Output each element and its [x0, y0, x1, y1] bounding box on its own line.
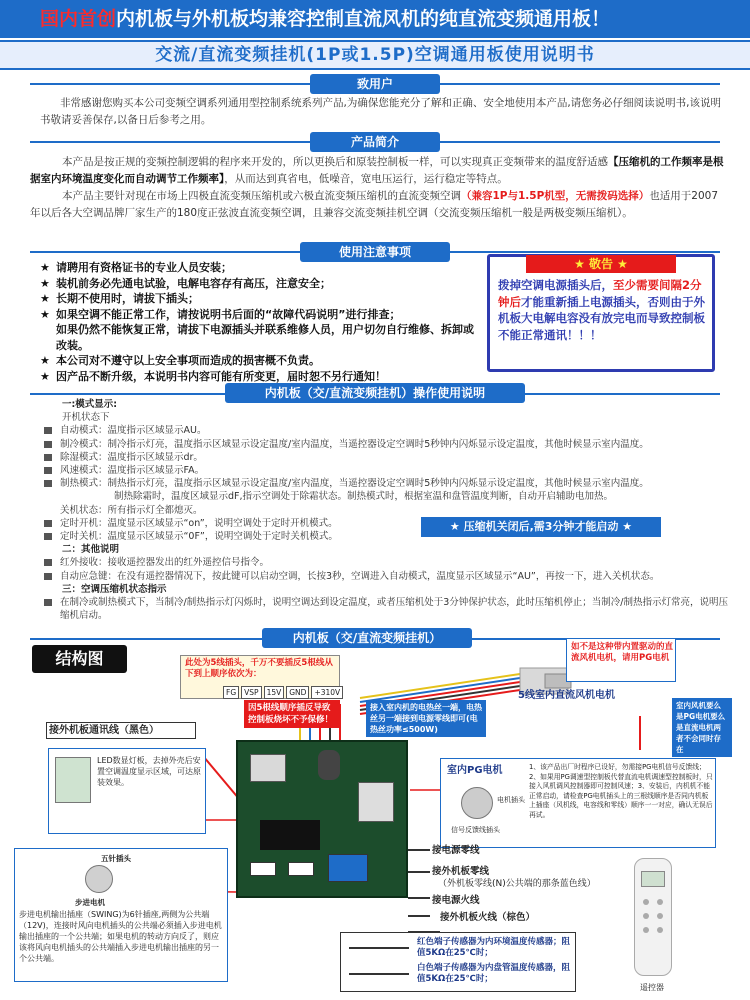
note-item: ★ 长期不使用时，请拔下插头； — [40, 292, 199, 305]
swing-motor-box — [14, 848, 228, 982]
section-header-product: 产品简介 — [310, 132, 440, 152]
mode-instructions — [44, 398, 734, 622]
mode-heading-2: 二：其他说明 — [62, 544, 120, 556]
mode-item: 在制冷或制热模式下，当制冷/制热指示灯闪烁时，说明空调达到设定温度，或者压缩机处于3分钟保护状态，此时压缩机停止；当制冷/制热指示灯常亮，说明压缩机启动。 — [44, 596, 734, 622]
sensor-white-note: 白色端子传感器为内盘管温度传感器，阻值5KΩ在25℃时； — [417, 963, 571, 984]
stepper-label: 步进电机 — [75, 898, 105, 907]
chip — [260, 820, 320, 850]
note-item: 如果仍然不能恢复正常，请拔下电源插头并联系维修人员，用户切勿自行维修、拆卸或改装。 — [56, 323, 474, 352]
plug-note: 此处为5线插头，千万不要插反5根线从下到上顺序依次为： — [185, 658, 333, 679]
mode-item: 定时关机：温度显示区域显示“0F”，说明空调处于定时关机模式。 — [44, 530, 734, 543]
mode-item: 自动应急键：在没有遥控器情况下，按此键可以启动空调，长按3秒，空调进入自动模式，温度显示区域显示“AU”，再按一下，进入关机状态。 — [44, 570, 734, 583]
product-paragraph — [30, 154, 725, 222]
pin-label: FG — [223, 686, 239, 699]
section-header-notes: 使用注意事项 — [300, 242, 450, 262]
connector — [250, 862, 276, 876]
capacitor — [318, 750, 340, 780]
pin-label: 15V — [264, 686, 285, 699]
led-board-note: LED数显灯板，去掉外壳后安置空调温度显示区域，可达原装效果。 — [97, 756, 201, 787]
product-p2b: （兼容1P与1.5P机型，无需拨码选择） — [461, 190, 650, 202]
mode-heat-extra: 制热除霜时，温度区域显示dF,指示空调处于除霜状态。制热模式时，根据室温和盘管温度判断，自动开启辅助电加热。 — [114, 491, 614, 503]
pg-motor-title: 室内PG电机 — [447, 765, 503, 776]
mode-item: 制冷模式：制冷指示灯亮，温度指示区域显示设定温度/室内温度，当遥控器设定空调时5秒钟内闪烁显示设定温度，其他时候显示室内温度。 — [44, 438, 734, 451]
swing-note: 步进电机输出插座（SWING)为6针插座,两侧为公共端（12V)，连接时风向电机插头的公共端必须插入步进电机输出插座的一个公共端；如果电机的转动方向反了，则应该将风向电机插头的公共端插入步进电机输出插座的另一个公共端。 — [19, 910, 222, 963]
section-header-intro: 致用户 — [310, 74, 440, 94]
reverse-warning: 因5根线顺序插反导致控制板烧坏不予保修！ — [244, 700, 340, 728]
pg-motor-box — [440, 758, 716, 848]
swing-plug-label: 五针插头 — [101, 854, 131, 863]
outer-live-label: 接外机板火线（棕色） — [440, 912, 536, 923]
star-icon: ★ — [40, 354, 50, 367]
banner-highlight: 国内首创 — [40, 8, 117, 30]
star-icon: ★ — [40, 307, 50, 321]
terminal-block — [328, 854, 368, 882]
sensor-wire — [349, 947, 409, 949]
mode-item: 制热模式：制热指示灯亮，温度指示区域显示设定温度/室内温度，当遥控器设定空调时5秒钟内闪烁显示设定温度，其他时候显示室内温度。 — [44, 477, 734, 490]
power-neutral-label: 接电源零线 — [432, 845, 480, 856]
compressor-note: ★ 压缩机关闭后,需3分钟才能启动 ★ — [421, 517, 661, 537]
stepper-motor-image — [85, 865, 113, 893]
pin-labels — [223, 686, 343, 699]
manual-title: 交流/直流变频挂机(1P或1.5P)空调通用板使用说明书 — [0, 40, 750, 70]
led-board-image — [55, 757, 91, 803]
pg-motor-image — [461, 787, 493, 819]
led-board-box — [48, 748, 206, 834]
heater-note: 接入室内机的电热丝一端，电热丝另一端接到电源零线即可(电热丝功率≤500W) — [366, 700, 486, 737]
product-p2a: 本产品主要针对现在市场上四极直流变频压缩机或六极直流变频压缩机的直流变频空调 — [62, 190, 461, 202]
outer-neutral-label: 接外机板零线 — [432, 866, 490, 877]
section-header-structure: 内机板（交/直流变频挂机） — [262, 628, 472, 648]
dc-motor-question-text: 如不是这种带内置驱动的直流风机电机，请用PG电机 — [571, 642, 674, 663]
remote-label: 遥控器 — [640, 983, 664, 992]
note-item: ★ 请聘用有资格证书的专业人员安装； — [40, 261, 232, 274]
warning-body: 拨掉空调电源插头后，至少需要间隔2分钟后才能重新插上电源插头，否则由于外机板大电解电容没有放完电而导致控制板不能正常通讯！！！ — [498, 278, 705, 342]
mode-item: 风速模式：温度指示区域显示FA。 — [44, 464, 734, 477]
pg-notes: 1、该产品出厂时程序已设好，勿需接PG电机信号反馈线；2、如果用PG调速型控制板代替直流电机调速型控制板时，只接入风机调风控制器即可控制风速；3、安装后，内机机不能正常启动，请检查PG电机插头上的三根线顺序是否同内机板上插座（风机线，电容线和零线）顺序一一对应，确认无误后再试。 — [529, 763, 713, 819]
mode-item: 红外接收：接收遥控器发出的红外遥控信号指令。 — [44, 556, 734, 569]
notes-list — [40, 260, 480, 384]
outer-neutral-note: （外机板零线(N)公共端的那条蓝色线） — [438, 879, 596, 889]
pin-label: GND — [286, 686, 309, 699]
note-item: ★ 如果空调不能正常工作，请按说明书后面的“故障代码说明”进行排查； — [40, 307, 401, 321]
remote-screen — [641, 871, 665, 887]
mode-item: 自动模式：温度指示区域显示AU。 — [44, 424, 734, 437]
product-p1c: ，从而达到真省电，低噪音，宽电压运行，运行稳定等特点。 — [224, 173, 508, 185]
relay — [358, 782, 394, 822]
banner-text: 内机板与外机板均兼容控制直流风机的纯直流变频通用板！ — [116, 8, 611, 30]
product-p2c: 也适用于2007年以后各大空调品牌厂家生产的180度正弦波直流变频空调，且兼容交流变频挂机空调（交流变频压缩机一般是两极变频压缩机）。 — [30, 190, 719, 219]
sensor-box — [340, 932, 576, 992]
intro-paragraph: 非常感谢您购买本公司变频空调系列通用型控制系统系列产品,为确保您能充分了解和正确、安全地使用本产品,请您务必仔细阅读说明书,该说明书敬请妥善保存,以备日后参考之用。 — [40, 97, 722, 126]
dc-motor-question — [566, 638, 676, 682]
pg-plug-label: 电机插头 — [497, 796, 525, 804]
pin-label: +310V — [311, 686, 343, 699]
top-banner — [0, 0, 750, 38]
note-item: ★ 因产品不断升级，本说明书内容可能有所变更，届时恕不另行通知！ — [40, 369, 386, 383]
indoor-fan-note: 室内风机要么是PG电机要么是直流电机两者不会同时存在 — [672, 698, 732, 757]
power-live-label: 接电源火线 — [432, 895, 480, 906]
star-icon: ★ — [40, 276, 50, 290]
transformer — [250, 754, 286, 782]
note-item: ★ 装机前务必先通电试验，电解电容存有高压，注意安全； — [40, 276, 331, 290]
sensor-wire — [349, 973, 409, 975]
remote-control — [634, 858, 672, 976]
star-icon: ★ — [40, 292, 50, 305]
star-icon: ★ — [40, 261, 50, 274]
mode-heading-1: 一:模式显示: — [62, 399, 118, 410]
mode-off: 关机状态：所有指示灯全都熄灭。 — [60, 504, 203, 516]
pg-feedback-label: 信号反馈线插头 — [451, 826, 500, 834]
note-item: ★ 本公司对不遵守以上安全事项而造成的损害概不负责。 — [40, 354, 320, 367]
section-header-operation: 内机板（交/直流变频挂机）操作使用说明 — [225, 383, 525, 403]
pcb-board — [236, 740, 408, 898]
structure-badge: 结构图 — [32, 645, 127, 673]
product-p1a: 本产品是按正规的变频控制逻辑的程序来开发的，所以更换后和原装控制板一样，可以实现真正变频带来的温度舒适感 — [62, 156, 608, 168]
mode-start: 开机状态下 — [62, 412, 110, 424]
mode-item: 定时开机：温度显示区域显示“on”，说明空调处于定时开机模式。 — [44, 517, 734, 530]
sensor-red-note: 红色端子传感器为内环境温度传感器；阻值5KΩ在25℃时； — [417, 937, 571, 958]
plug-note-box — [180, 655, 340, 699]
dc-motor-label: 5线室内直流风机电机 — [518, 690, 615, 701]
warning-box — [487, 254, 715, 372]
mode-heading-3: 三：空调压缩机状态指示 — [62, 583, 167, 595]
mode-item: 除湿模式：温度指示区域显示dr。 — [44, 451, 734, 464]
comm-wire-label: 接外机板通讯线（黑色） — [46, 722, 196, 739]
warning-header: ★ 敬告 ★ — [526, 255, 676, 273]
star-icon: ★ — [40, 369, 50, 383]
connector — [288, 862, 314, 876]
product-p1b: 【压缩机的工作频率是根据室内环境温度变化而自动调节工作频率】 — [30, 156, 724, 185]
pin-label: VSP — [241, 686, 261, 699]
